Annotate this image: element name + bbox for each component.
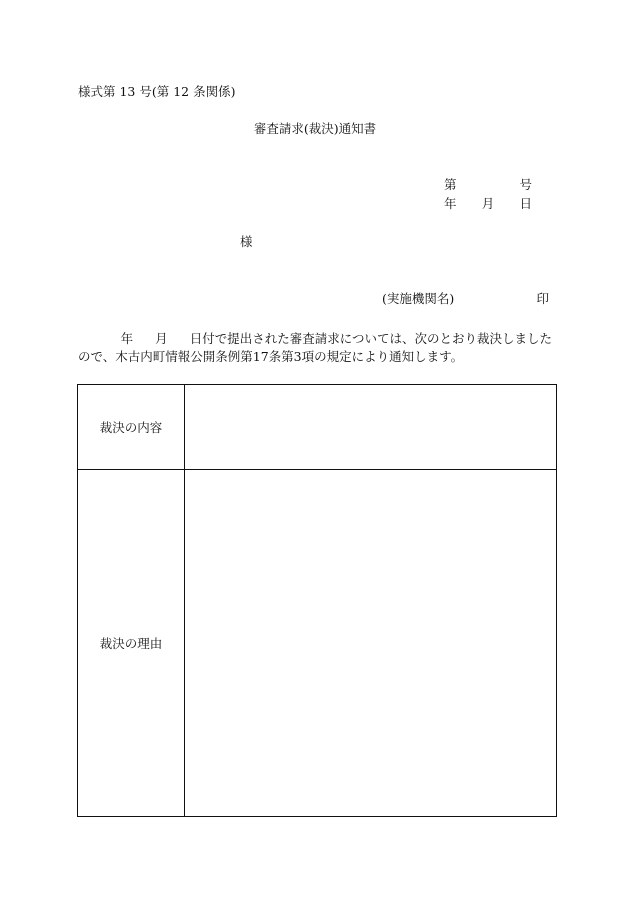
body-text-line-1 bbox=[78, 331, 552, 347]
body-text-line-2: ので、木古内町情報公開条例第17条第3項の規定により通知します。 bbox=[78, 349, 464, 364]
issue-date-day: 日 bbox=[519, 196, 532, 211]
seal-mark: 印 bbox=[536, 291, 549, 306]
issue-date-year: 年 bbox=[444, 196, 457, 211]
issuer-agency-name: (実施機関名) bbox=[382, 291, 455, 306]
body-month: 月 bbox=[155, 331, 168, 346]
reference-number-suffix: 号 bbox=[519, 177, 532, 192]
decision-content-label: 裁決の内容 bbox=[78, 385, 185, 470]
addressee-honorific: 様 bbox=[240, 234, 253, 249]
decision-content-row bbox=[78, 385, 557, 470]
reference-number-prefix: 第 bbox=[444, 177, 457, 192]
decision-reason-row bbox=[78, 470, 557, 817]
form-number: 様式第 13 号(第 12 条関係) bbox=[78, 84, 236, 99]
issuer-line bbox=[382, 291, 549, 307]
issue-date bbox=[444, 196, 532, 212]
decision-reason-label: 裁決の理由 bbox=[78, 470, 185, 817]
body-year: 年 bbox=[120, 331, 134, 346]
decision-reason-value bbox=[185, 470, 557, 817]
decision-content-value bbox=[185, 385, 557, 470]
decision-table bbox=[77, 384, 557, 817]
issue-date-month: 月 bbox=[481, 196, 495, 211]
reference-number bbox=[444, 177, 532, 193]
document-title: 審査請求(裁決)通知書 bbox=[253, 121, 377, 136]
body-text-rest: 日付で提出された審査請求については、次のとおり裁決しました bbox=[189, 331, 552, 346]
